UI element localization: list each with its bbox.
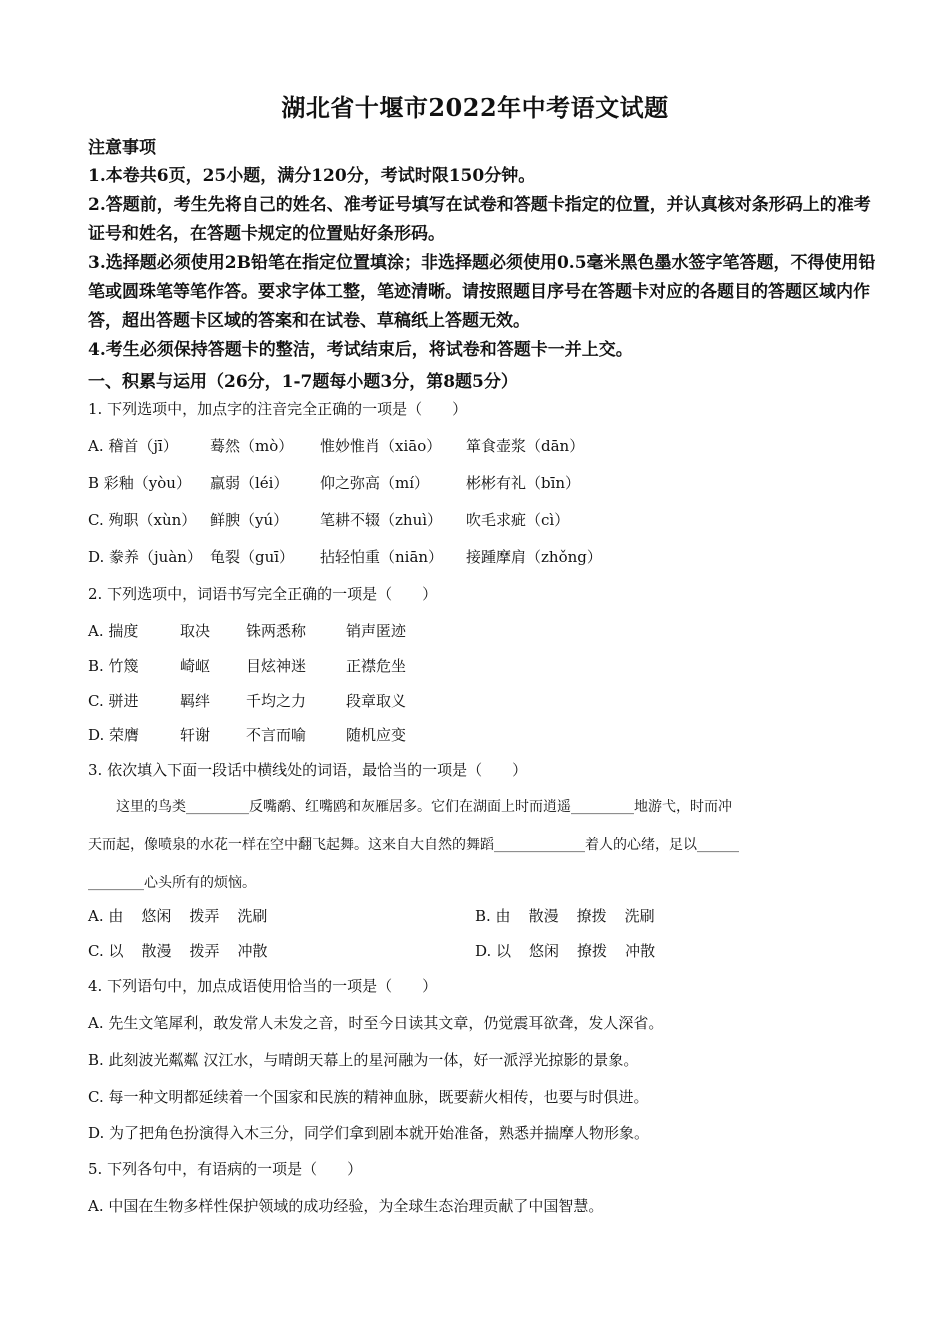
q1-c-item: 笔耕不辍（zhuì）	[320, 511, 443, 529]
q1-a-item: 箪食壶浆（dān）	[466, 437, 585, 455]
q1-b-item: 羸弱（léi）	[210, 474, 289, 492]
q4-option-c: C. 每一种文明都延续着一个国家和民族的精神血脉，既要薪火相传，也要与时俱进。	[88, 1088, 649, 1106]
q1-c-item: C. 殉职（xùn）	[88, 511, 197, 529]
q2-option-b	[88, 655, 406, 676]
q3-d-item: 撩拨	[577, 942, 608, 960]
q4-stem: 4. 下列语句中，加点成语使用恰当的一项是（ ）	[88, 977, 438, 995]
q2-c-item: 羁绊	[180, 692, 211, 710]
q3-d-item: 悠闲	[529, 942, 560, 960]
q1-option-b	[88, 472, 580, 493]
q3-passage-line-1: 这里的鸟类_________反嘴鹬、红嘴鸥和灰雁居多。它们在湖面上时而逍遥_________地游弋，时而冲	[88, 799, 732, 815]
q1-c-item: 吹毛求疵（cì）	[466, 511, 570, 529]
q2-a-item: 销声匿迹	[346, 622, 407, 640]
q1-d-item: 龟裂（guī）	[210, 548, 295, 566]
instructions-heading: 注意事项	[88, 138, 156, 158]
q2-option-d	[88, 724, 406, 745]
q3-passage-line-3: ________心头所有的烦恼。	[88, 875, 256, 891]
q2-option-c	[88, 690, 406, 711]
q2-b-item: B. 竹篾	[88, 657, 139, 675]
q1-a-item: A. 稽首（jī）	[88, 437, 178, 455]
q1-a-item: 惟妙惟肖（xiāo）	[320, 437, 442, 455]
q2-b-item: 目炫神迷	[246, 657, 307, 675]
q2-a-item: 铢两悉称	[246, 622, 307, 640]
q5-stem: 5. 下列各句中，有语病的一项是（ ）	[88, 1160, 363, 1178]
instruction-item-1: 1.本卷共6页，25小题，满分120分，考试时限150分钟。	[88, 166, 536, 186]
q2-d-item: 不言而喻	[246, 726, 307, 744]
q3-stem: 3. 依次填入下面一段话中横线处的词语，最恰当的一项是（ ）	[88, 761, 528, 779]
q1-c-item: 鲜腴（yú）	[210, 511, 289, 529]
q2-c-item: 千均之力	[246, 692, 307, 710]
q2-c-item: 段章取义	[346, 692, 407, 710]
q3-c-item: 冲散	[237, 942, 268, 960]
q3-option-a	[88, 905, 285, 926]
q3-a-item: 拨弄	[189, 907, 220, 925]
q2-option-a	[88, 620, 406, 641]
q3-b-item: 洗刷	[624, 907, 655, 925]
q1-a-item: 蓦然（mò）	[210, 437, 294, 455]
q3-b-item: 散漫	[528, 907, 559, 925]
q3-c-item: 散漫	[141, 942, 172, 960]
q2-b-item: 正襟危坐	[346, 657, 407, 675]
q5-option-a: A. 中国在生物多样性保护领域的成功经验，为全球生态治理贡献了中国智慧。	[88, 1197, 604, 1215]
q3-passage-line-2: 天而起，像喷泉的水花一样在空中翻飞起舞。这来自大自然的舞蹈_____________着人的心绪，足以______	[88, 837, 739, 853]
q2-d-item: D. 荣膺	[88, 726, 140, 744]
q1-option-c	[88, 509, 569, 530]
q3-c-item: 拨弄	[189, 942, 220, 960]
page-title: 湖北省十堰市2022年中考语文试题	[281, 93, 669, 122]
instruction-item-4: 4.考生必须保持答题卡的整洁，考试结束后，将试卷和答题卡一并上交。	[88, 340, 633, 360]
instruction-item-2: 2.答题前，考生先将自己的姓名、准考证号填写在试卷和答题卡指定的位置，并认真核对条形码上的准考证号和姓名，在答题卡规定的位置贴好条形码。	[88, 195, 871, 244]
q3-b-item: 撩拨	[576, 907, 607, 925]
q1-d-item: 拈轻怕重（niān）	[320, 548, 444, 566]
q2-stem: 2. 下列选项中，词语书写完全正确的一项是（ ）	[88, 585, 438, 603]
q1-b-item: B 彩釉（yòu）	[88, 474, 191, 492]
q1-option-a	[88, 435, 584, 456]
q2-b-item: 崎岖	[180, 657, 211, 675]
q4-option-d: D. 为了把角色扮演得入木三分，同学们拿到剧本就开始准备，熟悉并揣摩人物形象。	[88, 1124, 650, 1142]
q1-d-item: 接踵摩肩（zhǒng）	[466, 548, 602, 566]
q3-d-item: 冲散	[625, 942, 656, 960]
q2-d-item: 随机应变	[346, 726, 407, 744]
q2-c-item: C. 骈进	[88, 692, 139, 710]
q1-d-item: D. 豢养（juàn）	[88, 548, 202, 566]
q4-option-b: B. 此刻波光粼粼 汉江水，与晴朗天幕上的星河融为一体，好一派浮光掠影的景象。	[88, 1051, 639, 1069]
q3-b-item: B. 由	[475, 907, 511, 925]
q2-a-item: 取决	[180, 622, 211, 640]
section-heading-1: 一、积累与运用（26分，1-7题每小题3分，第8题5分）	[88, 372, 518, 392]
q3-a-item: 悠闲	[141, 907, 172, 925]
q3-option-b	[475, 905, 673, 926]
q1-b-item: 仰之弥高（mí）	[320, 474, 430, 492]
q1-option-d	[88, 546, 602, 567]
q3-a-item: A. 由	[88, 907, 124, 925]
instruction-item-3: 3.选择题必须使用2B铅笔在指定位置填涂；非选择题必须使用0.5毫米黑色墨水签字笔答题，不得使用铅笔或圆珠笔等笔作答。要求字体工整，笔迹清晰。请按照题目序号在答题卡对应的各题目的答题区域内作答，超出答题卡区域的答案和在试卷、草稿纸上答题无效。	[88, 253, 876, 331]
q4-option-a: A. 先生文笔犀利，敢发常人未发之音，时至今日读其文章，仍觉震耳欲聋，发人深省。	[88, 1014, 664, 1032]
q3-a-item: 洗刷	[237, 907, 268, 925]
q3-c-item: C. 以	[88, 942, 124, 960]
q3-option-c	[88, 940, 286, 961]
q3-d-item: D. 以	[475, 942, 512, 960]
q1-b-item: 彬彬有礼（bīn）	[466, 474, 581, 492]
q3-option-d	[475, 940, 673, 961]
instructions	[88, 134, 878, 365]
q2-a-item: A. 揣度	[88, 622, 139, 640]
q2-d-item: 轩谢	[180, 726, 211, 744]
q1-stem: 1. 下列选项中，加点字的注音完全正确的一项是（ ）	[88, 400, 468, 418]
